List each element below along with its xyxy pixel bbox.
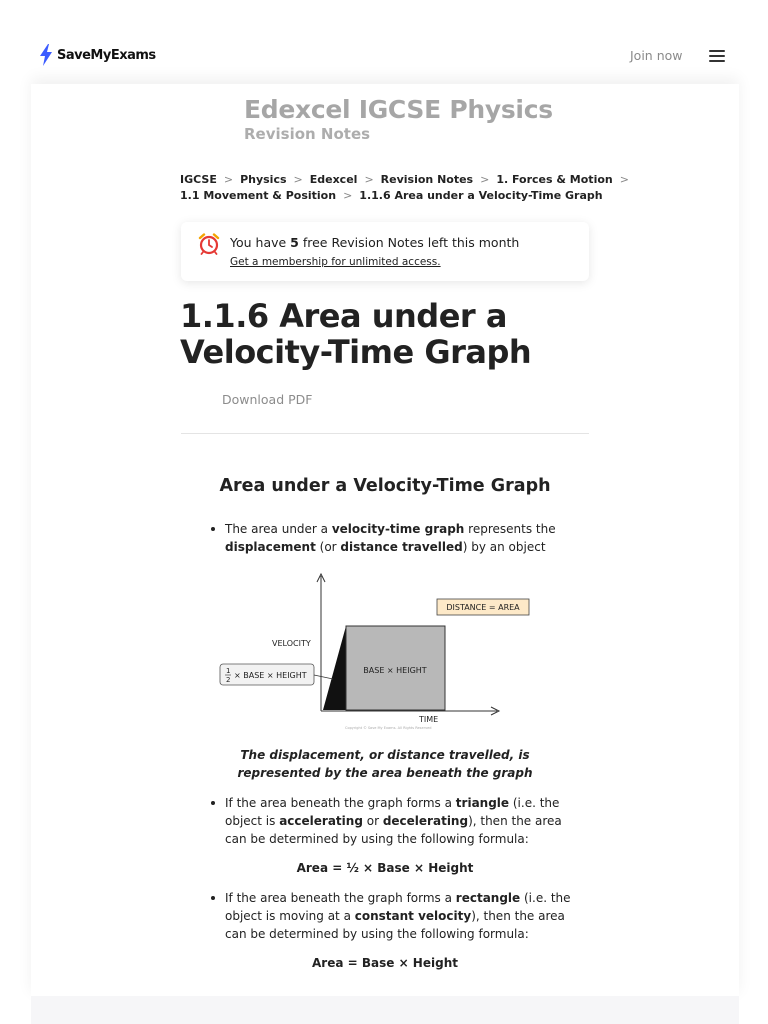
free-notes-notice	[181, 222, 589, 281]
text: ), then the area can be determined by using the following formula:	[225, 814, 562, 846]
rect-label: BASE × HEIGHT	[363, 666, 427, 675]
membership-link[interactable]: Get a membership for unlimited access.	[230, 256, 441, 268]
distance-label: DISTANCE = AREA	[446, 603, 520, 612]
bullet-item	[225, 889, 580, 943]
section-heading: Area under a Velocity-Time Graph	[219, 476, 551, 496]
chevron-right-icon: >	[293, 173, 303, 186]
download-pdf-link[interactable]: Download PDF	[222, 392, 313, 407]
triangle-area	[323, 626, 346, 710]
breadcrumb-item[interactable]: 1.1 Movement & Position	[180, 189, 337, 202]
formula-rectangle: Area = Base × Height	[312, 956, 458, 970]
bullet-item	[225, 794, 580, 848]
chevron-right-icon: >	[343, 189, 353, 202]
chevron-right-icon: >	[364, 173, 374, 186]
text: ), then the area can be determined by using the following formula:	[225, 909, 565, 941]
course-subtitle: Revision Notes	[244, 125, 371, 143]
bold-text: velocity-time graph	[331, 522, 465, 536]
text: represents the	[464, 522, 556, 536]
bullet-dot	[211, 801, 215, 805]
fraction-numerator: 1	[226, 667, 231, 675]
breadcrumb-row-2	[180, 188, 603, 204]
bold-text: triangle	[455, 796, 510, 810]
chevron-right-icon: >	[223, 173, 234, 186]
bold-text: decelerating	[382, 814, 469, 828]
bolt-icon	[38, 44, 54, 66]
notice-suffix: free Revision Notes left this month	[298, 235, 520, 250]
figure-caption: The displacement, or distance travelled, is represented by the area beneath the graph	[237, 748, 533, 780]
fraction-denominator: 2	[226, 676, 231, 684]
site-logo[interactable]	[38, 44, 156, 66]
breadcrumb-item[interactable]: IGCSE	[180, 173, 217, 186]
notice-text	[230, 235, 519, 250]
chevron-right-icon: >	[480, 173, 490, 186]
course-title: Edexcel IGCSE Physics	[244, 95, 553, 124]
velocity-time-diagram	[215, 570, 535, 732]
breadcrumb-item[interactable]: 1. Forces & Motion	[496, 173, 613, 186]
text: or	[362, 814, 383, 828]
pointer-arrow	[314, 675, 333, 679]
bold-text: constant velocity	[354, 909, 472, 923]
text: (i.e. the object is moving at a	[225, 891, 571, 923]
bullet-dot	[211, 527, 215, 531]
text: (i.e. the object is	[225, 796, 560, 828]
formula-triangle: Area = ½ × Base × Height	[296, 861, 474, 875]
bold-text: rectangle	[455, 891, 521, 905]
breadcrumb-item[interactable]: Revision Notes	[380, 173, 474, 186]
bold-text: displacement	[225, 540, 316, 554]
divider	[181, 433, 589, 434]
text: If the area beneath the graph forms a	[225, 891, 456, 905]
breadcrumb-item[interactable]: Edexcel	[309, 173, 358, 186]
join-now-link[interactable]: Join now	[630, 48, 683, 63]
page-title: 1.1.6 Area under a Velocity-Time Graph	[180, 297, 532, 371]
hamburger-menu-icon[interactable]	[709, 50, 725, 62]
breadcrumb-item[interactable]: Physics	[240, 173, 287, 186]
bullet-dot	[211, 896, 215, 900]
bottom-panel	[31, 996, 739, 1024]
notice-count: 5	[290, 235, 299, 250]
top-navigation-bar	[0, 0, 768, 84]
triangle-label: × BASE × HEIGHT	[234, 671, 307, 680]
bold-text: distance travelled	[340, 540, 463, 554]
breadcrumb	[180, 172, 629, 204]
bold-text: accelerating	[279, 814, 363, 828]
breadcrumb-row-1	[180, 172, 629, 188]
chevron-right-icon: >	[619, 173, 629, 186]
text: If the area beneath the graph forms a	[225, 796, 456, 810]
text: (or	[315, 540, 341, 554]
breadcrumb-current: 1.1.6 Area under a Velocity-Time Graph	[359, 189, 603, 202]
alarm-clock-icon	[198, 233, 220, 255]
bullet-item	[225, 520, 580, 556]
logo-text: SaveMyExams	[57, 47, 156, 63]
notice-prefix: You have	[230, 235, 291, 250]
copyright-text: Copyright © Save My Exams. All Rights Reserved	[345, 726, 432, 730]
text: ) by an object	[462, 540, 546, 554]
velocity-axis-label: VELOCITY	[272, 639, 311, 648]
text: The area under a	[225, 522, 332, 536]
time-axis-label: TIME	[419, 715, 439, 724]
